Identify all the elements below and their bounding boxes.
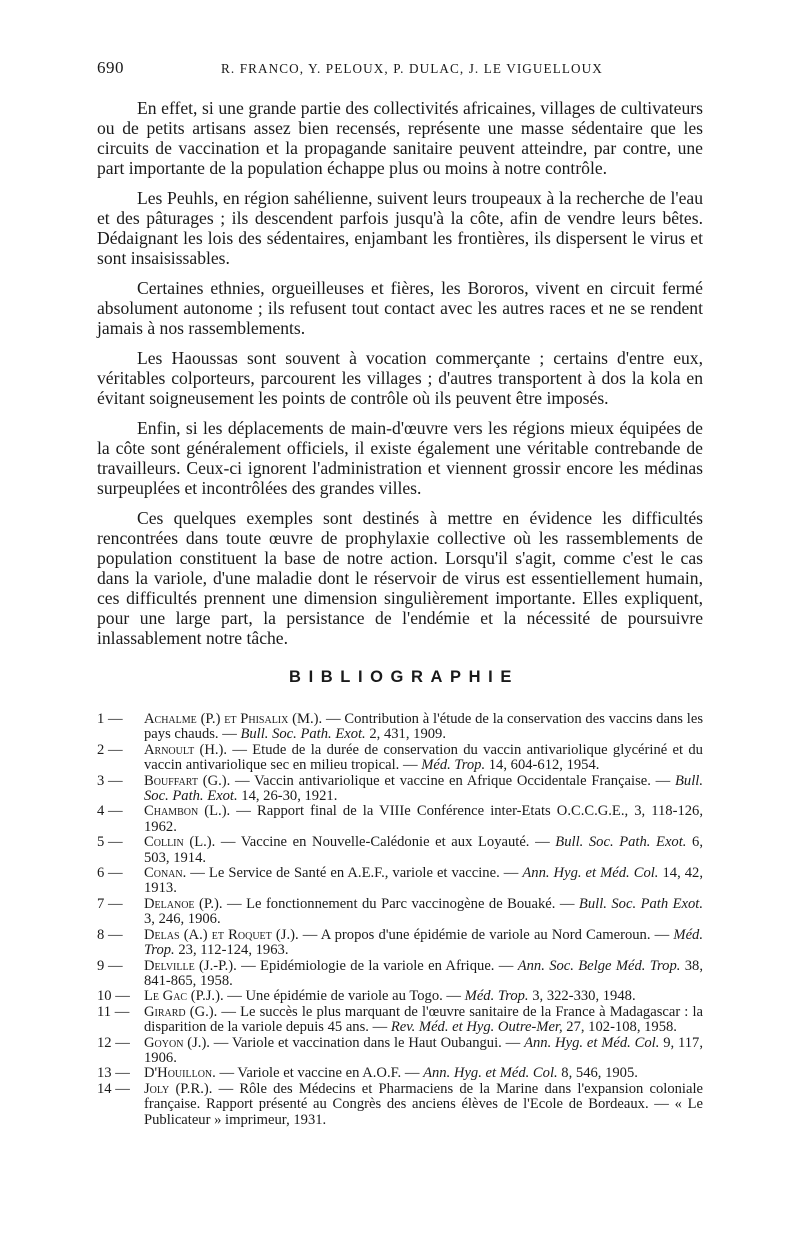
entry-title: — Variole et vaccine en A.O.F. —	[215, 1065, 424, 1082]
entry-journal: Rev. Méd. et Hyg. Outre-Mer,	[390, 1019, 563, 1036]
entry-journal: Ann. Soc. Belge Méd. Trop.	[517, 957, 681, 974]
entry-title: — Rapport final de la VIIIe Conférence inter-Etats O.C.C.G.E., 3, 118-126, 1962.	[144, 803, 704, 835]
entry-journal: Méd. Trop.	[464, 988, 529, 1005]
entry-journal: Ann. Hyg. et Méd. Col.	[522, 865, 659, 882]
entry-text	[144, 804, 703, 835]
entry-title: — Etude de la durée de conservation du vaccin antivariolique glycériné et du vaccin antivariolique sec en milieu tropical. —	[144, 741, 703, 774]
paragraph: Certaines ethnies, orgueilleuses et fières, les Bororos, vivent en circuit fermé absolument autonome ; ils refusent tout contact avec les autres races et ne se rendent jamais à nos rassemblements.	[97, 278, 703, 338]
entry-number: 2 —	[97, 741, 123, 758]
entry-title: — Rôle des Médecins et Pharmaciens de la Marine dans l'expansion coloniale française. Rapport présenté au Congrès des anciens élèves de l'Ecole de Bordeaux. — « Le Publicateur » imprimeur, 1931.	[144, 1080, 703, 1128]
running-head: R. FRANCO, Y. PELOUX, P. DULAC, J. LE VIGUELLOUX	[221, 61, 603, 76]
entry-author: Conan.	[144, 865, 187, 882]
bibliography-entry	[97, 866, 703, 897]
bibliography-entry	[97, 1036, 703, 1067]
entry-author: Chambon (L.).	[144, 803, 231, 820]
entry-text	[144, 959, 703, 990]
paragraph: Ces quelques exemples sont destinés à mettre en évidence les difficultés rencontrées dans toute œuvre de prophylaxie collective où les rassemblements de population constituent la base de notre action. Lorsqu'il s'agit, comme c'est le cas dans la variole, d'une maladie dont le réservoir de virus est essentiellement humain, ces difficultés prennent une dimension singulièrement importante. Elles expliquent, pour une large part, la persistance de l'endémie et la nécessité de poursuivre inlassablement notre tâche.	[97, 508, 703, 648]
entry-volume: 3, 246, 1906.	[144, 911, 221, 928]
entry-volume: 3, 322-330, 1948.	[528, 988, 636, 1005]
entry-journal: Ann. Hyg. et Méd. Col.	[524, 1034, 660, 1051]
entry-text	[144, 835, 703, 866]
entry-number: 10 —	[97, 988, 130, 1005]
entry-title: — Vaccin antivariolique et vaccine en Afrique Occidentale Française. —	[230, 772, 676, 789]
entry-volume: 9, 117, 1906.	[144, 1034, 703, 1066]
bibliography-entry	[97, 743, 703, 774]
entry-author: Delanoe (P.).	[144, 895, 223, 912]
entry-author: Girard (G.).	[144, 1003, 218, 1020]
entry-author: Collin (L.).	[144, 834, 216, 851]
bibliography-entry	[97, 989, 703, 1004]
entry-volume: 27, 102-108, 1958.	[562, 1019, 677, 1036]
entry-text	[144, 1066, 703, 1081]
entry-author: Le Gac (P.J.).	[144, 988, 224, 1005]
page-header	[97, 58, 703, 78]
entry-journal: Bull. Soc. Path. Exot.	[240, 726, 366, 743]
entry-text	[144, 1036, 703, 1067]
entry-number: 6 —	[97, 865, 123, 882]
entry-volume: 2, 431, 1909.	[365, 726, 446, 743]
entry-number: 3 —	[97, 772, 123, 789]
entry-journal: Bull. Soc. Path Exot.	[578, 895, 703, 912]
entry-author: Bouffart (G.).	[144, 772, 231, 789]
entry-number: 12 —	[97, 1034, 130, 1051]
entry-title: — Le fonctionnement du Parc vaccinogène de Bouaké. —	[222, 895, 579, 912]
entry-title: — Le Service de Santé en A.E.F., variole et vaccine. —	[186, 865, 523, 882]
bibliography-heading: BIBLIOGRAPHIE	[289, 668, 519, 686]
entry-text	[144, 774, 703, 805]
entry-volume: 6, 503, 1914.	[144, 834, 703, 866]
entry-number: 9 —	[97, 957, 123, 974]
entry-author: Joly (P.R.).	[144, 1080, 213, 1097]
entry-author: Arnoult (H.).	[144, 741, 228, 758]
entry-author: Delville (J.-P.).	[144, 957, 237, 974]
entry-text	[144, 928, 703, 959]
entry-volume: 38, 841-865, 1958.	[144, 957, 703, 989]
paragraph: Les Haoussas sont souvent à vocation commerçante ; certains d'entre eux, véritables colporteurs, parcourent les villages ; d'autres transportent à dos la kola en évitant soigneusement les points de contrôle où ils peuvent être imposés.	[97, 348, 703, 408]
entry-text	[144, 743, 703, 774]
entry-number: 1 —	[97, 711, 123, 727]
entry-journal: Bull. Soc. Path. Exot.	[144, 772, 703, 805]
page-number: 690	[97, 58, 124, 77]
bibliography-entry	[97, 1005, 703, 1036]
entry-number: 11 —	[97, 1003, 130, 1020]
entry-title: — Vaccine en Nouvelle-Calédonie et aux Loyauté. —	[215, 834, 556, 851]
bibliography-entry	[97, 804, 703, 835]
entry-volume: 14, 26-30, 1921.	[237, 788, 338, 805]
paragraph: En effet, si une grande partie des collectivités africaines, villages de cultivateurs ou de petits artisans assez bien recensés, représente une masse sédentaire que les circuits de vaccination et la propagande sanitaire peuvent atteindre, par contre, une part importante de la population échappe plus ou moins à notre contrôle.	[97, 98, 703, 178]
entry-title: — Le succès le plus marquant de l'œuvre sanitaire de la France à Madagascar : la disparition de la variole depuis 45 ans. —	[144, 1003, 704, 1036]
entry-author: Achalme (P.) et Phisalix (M.).	[144, 711, 323, 727]
bibliography-entry	[97, 928, 703, 959]
bibliography-entry	[97, 835, 703, 866]
entry-title: — Epidémiologie de la variole en Afrique. —	[236, 957, 518, 974]
entry-title: — Variole et vaccination dans le Haut Oubangui. —	[209, 1034, 525, 1051]
bibliography-entry	[97, 1082, 703, 1128]
bibliography-entry	[97, 959, 703, 990]
entry-author: Delas (A.) et Roquet (J.).	[144, 926, 299, 943]
bibliography-list	[97, 712, 703, 1128]
entry-text	[144, 866, 703, 897]
entry-text	[144, 989, 703, 1004]
entry-title: — Une épidémie de variole au Togo. —	[223, 988, 465, 1005]
entry-number: 13 —	[97, 1065, 130, 1082]
body-text	[97, 98, 703, 658]
bibliography-entry	[97, 1066, 703, 1081]
entry-volume: 14, 42, 1913.	[144, 865, 703, 897]
entry-number: 8 —	[97, 926, 123, 943]
entry-number: 4 —	[97, 803, 123, 820]
entry-volume: 23, 112-124, 1963.	[174, 942, 289, 959]
entry-journal: Méd. Trop.	[144, 926, 703, 959]
entry-journal: Bull. Soc. Path. Exot.	[555, 834, 687, 851]
entry-text	[144, 897, 703, 928]
paragraph: Enfin, si les déplacements de main-d'œuvre vers les régions mieux équipées de la côte sont généralement officiels, il existe également une véritable contrebande de travailleurs. Ceux-ci ignorent l'administration et viennent grossir encore les médinas surpeuplées et incontrôlées des grandes villes.	[97, 418, 703, 498]
entry-text	[144, 1082, 703, 1128]
bibliography-entry	[97, 712, 703, 743]
entry-author: D'Houillon.	[144, 1065, 216, 1082]
entry-title: — A propos d'une épidémie de variole au Nord Cameroun. —	[298, 926, 674, 943]
bibliography-entry	[97, 774, 703, 805]
entry-text	[144, 1005, 703, 1036]
entry-title: — Contribution à l'étude de la conservation des vaccins dans les pays chauds. —	[144, 711, 703, 743]
entry-journal: Méd. Trop.	[421, 757, 486, 774]
entry-volume: 14, 604-612, 1954.	[485, 757, 600, 774]
entry-journal: Ann. Hyg. et Méd. Col.	[423, 1065, 558, 1082]
bibliography-entry	[97, 897, 703, 928]
entry-number: 14 —	[97, 1080, 130, 1097]
entry-number: 5 —	[97, 834, 123, 851]
entry-volume: 8, 546, 1905.	[557, 1065, 638, 1082]
entry-author: Goyon (J.).	[144, 1034, 210, 1051]
entry-number: 7 —	[97, 895, 123, 912]
entry-text	[144, 712, 703, 743]
paragraph: Les Peuhls, en région sahélienne, suivent leurs troupeaux à la recherche de l'eau et des pâturages ; ils descendent parfois jusqu'à la côte, afin de vendre leurs bêtes. Dédaignant les lois des sédentaires, enjambant les frontières, ils dispersent le virus et sont insaisissables.	[97, 188, 703, 268]
